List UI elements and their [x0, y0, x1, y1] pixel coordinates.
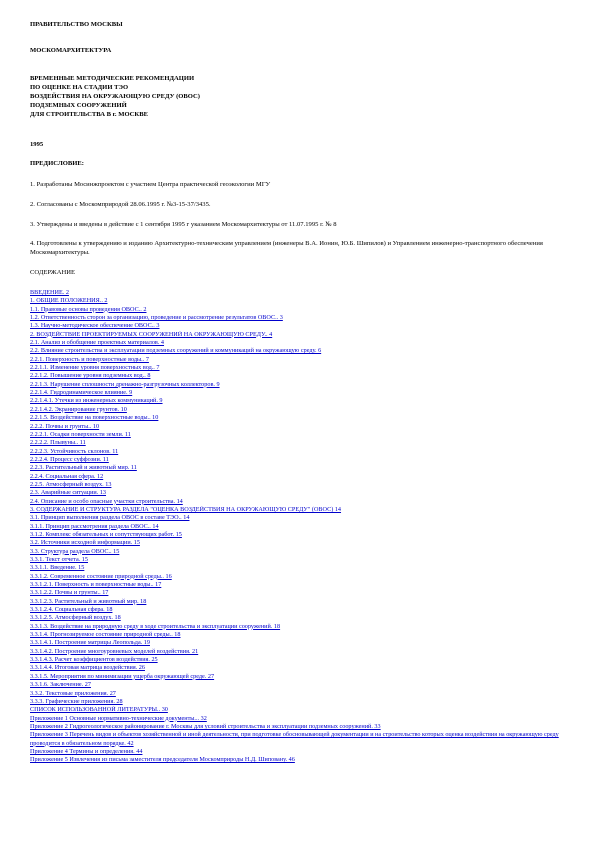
toc-link[interactable]: 3.3.1.2. Современное состояние природной среды.. 16 [30, 572, 172, 580]
toc-link[interactable]: 2.2.1.4. Гидродинамическое влияние. 9 [30, 389, 133, 397]
toc-link[interactable]: ВВЕДЕНИЕ. 2 [30, 289, 69, 296]
toc-link[interactable]: 2.2.1.4.2. Экранирование грунтов. 10 [30, 405, 127, 413]
toc-link[interactable]: 1.2. Ответственность сторон за организацию, проведение и рассмотрение результатов ОВОС.. 3 [30, 314, 283, 322]
toc-link[interactable]: 3.3.2. Текстовые приложения. 27 [30, 689, 116, 697]
toc-link[interactable]: 2.2.1.5. Воздействие на поверхностные воды.. 10 [30, 414, 159, 422]
toc-link[interactable]: 2.2.2.1. Осадки поверхности земли. 11 [30, 430, 131, 438]
toc-link[interactable]: Приложение 1 Основные нормативно-технические документы... 32 [30, 714, 207, 722]
toc-link[interactable]: 2.2.1.4.1. Утечки из инженерных коммуникаций. 9 [30, 397, 163, 405]
toc-link[interactable]: 3.3.3. Графические приложения. 28 [30, 697, 123, 705]
toc-link[interactable]: СПИСОК ИСПОЛЬЗОВАННОЙ ЛИТЕРАТУРЫ.. 30 [30, 706, 168, 714]
preface-item: 1. Разработаны Мосинжпроектом с участием Центра практической геоэкологии МГУ [30, 181, 271, 188]
toc-link[interactable]: 3.3.1.2.4. Социальная сфера. 18 [30, 606, 113, 614]
toc-link[interactable]: Приложение 3 Перечень видов и объектов хозяйственной и иной деятельности, при подготовке обосновывающей документации и на строительство которых оценка воздействия на окружающую среду проводится в обязательном порядке. 42 [30, 731, 559, 747]
toc-link[interactable]: 2.3. Аварийные ситуации. 13 [30, 489, 107, 497]
preface-item: 4. Подготовлены к утверждению и изданию Архитектурно-техническим управлением (инженеры В.А. Ионин, Ю.Б. Шипилов) и Управлением инженерно-транспортного обеспечения Москомархитектуры. [30, 240, 543, 256]
toc-link[interactable]: 2.2.4. Социальная сфера. 12 [30, 472, 104, 480]
toc-link[interactable]: 1. ОБЩИЕ ПОЛОЖЕНИЯ.. 2 [30, 297, 108, 305]
toc-link[interactable]: 2.2.2.3. Устойчивость склонов. 11 [30, 447, 119, 455]
toc-link[interactable]: 2.2. Влияние строительства и эксплуатации подземных сооружений и коммуникаций на окружающую среду. 6 [30, 347, 322, 355]
toc-link[interactable]: 2.2.2.4. Процесс суффозии. 11 [30, 455, 109, 463]
toc-link[interactable]: 2.2.2.2. Плывуны.. 11 [30, 439, 86, 447]
toc-link[interactable]: 3.3.1.2.3. Растительный и животный мир. 18 [30, 597, 147, 605]
toc-link[interactable]: 3.3.1.4.2. Построение многоуровневых моделей воздействия. 21 [30, 647, 199, 655]
toc-link[interactable]: 3.3.1. Текст отчета. 15 [30, 556, 88, 563]
preface-item: 3. Утверждены и введены в действие с 1 сентября 1995 г указанием Москомархитектуры от 11.07.1995 г. № 8 [30, 221, 337, 228]
title-line: ДЛЯ СТРОИТЕЛЬСТВА В г. МОСКВЕ [30, 111, 149, 118]
toc-link[interactable]: 3.1.1. Принцип рассмотрения раздела ОВОС.. 14 [30, 522, 159, 530]
toc-link[interactable]: 3.2. Источники исходной информации. 15 [30, 539, 140, 547]
agency-heading: МОСКОМАРХИТЕКТУРА [30, 47, 112, 54]
toc-link[interactable]: 3.3.1.2.5. Атмосферный воздух. 18 [30, 614, 121, 622]
title-line: ПОДЗЕМНЫХ СООРУЖЕНИЙ [30, 102, 127, 109]
toc-link[interactable]: 2.1. Анализ и обобщение проектных материалов. 4 [30, 339, 165, 347]
toc-link[interactable]: 2.2.1. Поверхность и поверхностные воды.. 7 [30, 355, 149, 363]
toc-link[interactable]: 2.4. Описание и особо опасные участки строительства. 14 [30, 497, 183, 505]
toc-link[interactable]: 2.2.1.3. Нарушение сплошности дренажно-разгрузочных коллекторов. 9 [30, 380, 220, 388]
year: 1995 [30, 141, 44, 148]
toc-link[interactable]: 1.3. Научно-методическое обеспечение ОВОС.. 3 [30, 322, 160, 330]
toc-link[interactable]: 3. СОДЕРЖАНИЕ И СТРУКТУРА РАЗДЕЛА "ОЦЕНКА ВОЗДЕЙСТВИЯ НА ОКРУЖАЮЩУЮ СРЕДУ" (ОВОС) 14 [30, 505, 342, 513]
toc-link[interactable]: 3.1. Принцип выполнения раздела ОВОС в составе ТЭО.. 14 [30, 514, 190, 522]
toc-link[interactable]: 3.3.1.2.1. Поверхность и поверхностные воды.. 17 [30, 581, 162, 589]
toc-link[interactable]: 2.2.1.1. Изменение уровня поверхностных вод.. 7 [30, 364, 160, 372]
document-title-block [30, 74, 200, 119]
toc-link[interactable]: 3.3.1.5. Мероприятия по минимизации ущерба окружающей среде. 27 [30, 672, 215, 680]
toc-link[interactable]: 3.3.1.2.2. Почвы и грунты.. 17 [30, 589, 109, 597]
toc-link[interactable]: Приложение 4 Термины и определения. 44 [30, 747, 143, 755]
toc-link[interactable]: 1.1. Правовые основы проведения ОВОС.. 2 [30, 305, 147, 313]
title-line: ПО ОЦЕНКЕ НА СТАДИИ ТЭО [30, 84, 129, 91]
toc-link[interactable]: 2.2.3. Растительный и животный мир. 11 [30, 464, 137, 472]
toc-link[interactable]: Приложение 5 Извлечения из письма заместителя председателя Москомприроды Н.Д. Шиповану. 46 [30, 756, 295, 764]
toc-link[interactable]: 3.3.1.4.3. Расчет коэффициентов воздействия. 25 [30, 656, 158, 664]
title-line: ВРЕМЕННЫЕ МЕТОДИЧЕСКИЕ РЕКОМЕНДАЦИИ [30, 75, 195, 82]
toc-link[interactable]: 2.2.2. Почвы и грунты.. 10 [30, 422, 100, 430]
table-of-contents [30, 289, 562, 765]
toc-link[interactable]: 3.3.1.4.1. Построение матрицы Леопольда. 19 [30, 639, 150, 647]
toc-link[interactable]: 2.2.5. Атмосферный воздух. 13 [30, 480, 112, 488]
contents-heading: СОДЕРЖАНИЕ [30, 269, 76, 276]
toc-link[interactable]: 3.3. Структура раздела ОВОС.. 15 [30, 547, 120, 555]
preface-heading: ПРЕДИСЛОВИЕ: [30, 160, 84, 167]
preface-item: 2. Согласованы с Москомприродой 28.06.1995 г. №3-15-37/3435. [30, 201, 211, 208]
toc-link[interactable]: 3.1.2. Комплекс обязательных и сопутствующих работ. 15 [30, 530, 182, 538]
toc-link[interactable]: 3.3.1.3. Воздействие на природную среду в ходе строительства и эксплуатации сооружений. 18 [30, 622, 281, 630]
toc-link[interactable]: 3.3.1.6. Заключение. 27 [30, 681, 91, 689]
title-line: ВОЗДЕЙСТВИЯ НА ОКРУЖАЮЩУЮ СРЕДУ (ОВОС) [30, 93, 200, 100]
government-heading: ПРАВИТЕЛЬСТВО МОСКВЫ [30, 21, 123, 28]
toc-link[interactable]: Приложение 2 Гидрогеологическое районирование г. Москвы для условий строительства и эксплуатации подземных сооружений. 33 [30, 722, 381, 730]
toc-link[interactable]: 3.3.1.4.4. Итоговая матрица воздействия. 26 [30, 664, 145, 672]
toc-link[interactable]: 3.3.1.1. Введение. 15 [30, 564, 85, 572]
toc-link[interactable]: 3.3.1.4. Прогнозируемое состояние природной среды.. 18 [30, 631, 181, 639]
toc-link[interactable]: 2. ВОЗДЕЙСТВИЕ ПРОЕКТИРУЕМЫХ СООРУЖЕНИЙ НА ОКРУЖАЮЩУЮ СРЕДУ.. 4 [30, 330, 273, 338]
toc-link[interactable]: 2.2.1.2. Повышение уровня подземных вод.. 8 [30, 372, 151, 380]
